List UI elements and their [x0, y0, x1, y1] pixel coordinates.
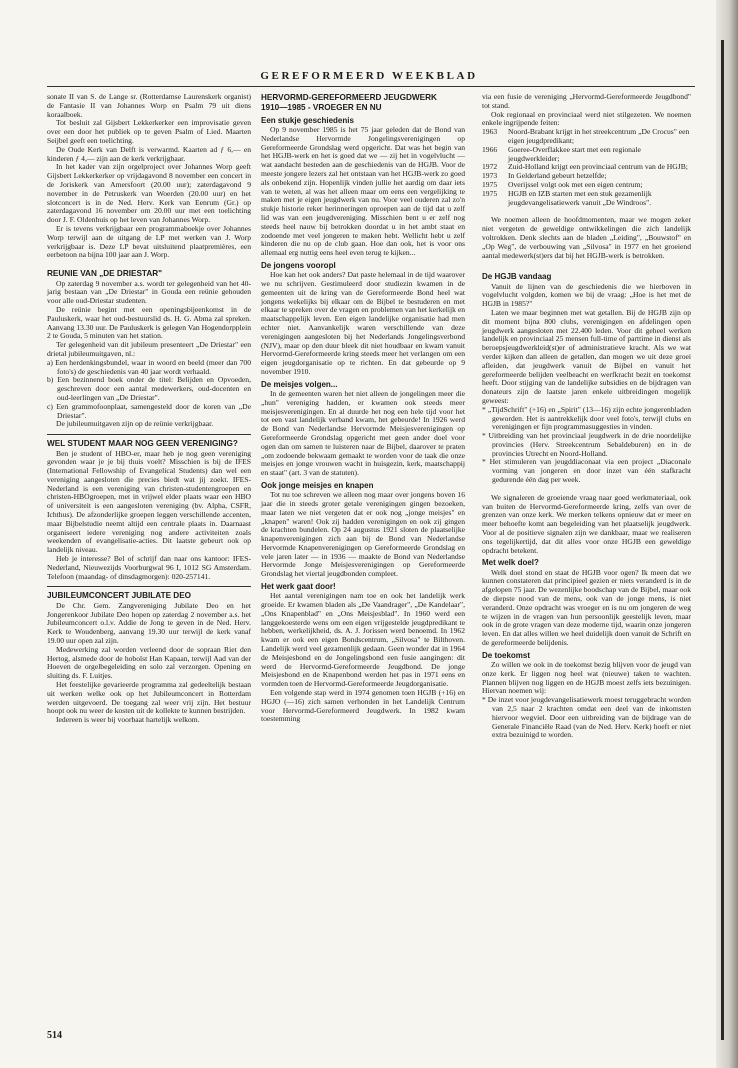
- subheading: De meisjes volgen...: [261, 379, 338, 389]
- bullet-text: Het stimuleren van jeugddiaconaat via een project „Diaconale vorming van jongeren en door inzet van één stafkracht gedurende één dag per week.: [489, 457, 691, 485]
- bullet-item: * De inzet voor jeugdevangelisatiewerk moest teruggebracht worden van 2,5 naar 2 krachten omdat een deel van de inkomsten hiervoor wegviel. Door een uitbreiding van de bijdrage van de Generale Financiële Raad (van de Ned. Herv. Kerk) hoeft er niet extra bezuinigd te worden.: [482, 695, 691, 740]
- paragraph: Het feestelijke gevarieerde programma zal gedeeltelijk bestaan uit werken welke ook op het Jubileumconcert in Rotterdam werden uitgevoerd. De toegang zal weer vrij zijn. Het bestuur hoopt ook nu weer de kosten uit de kollekte te kunnen bestrijden.: [47, 680, 251, 716]
- timeline-year: 1975: [482, 188, 498, 198]
- paragraph: De jubileumuitgaven zijn op de reünie verkrijgbaar.: [56, 419, 214, 429]
- paragraph: De Chr. Gem. Zangvereniging Jubilate Deo en het Jongerenkoor Jubilate Deo hopen op zaterdag 2 november a.s. het Jubileumconcert o.l.v. Addie de Jong te geven in de Ned. Herv. Kerk te Woudenberg, aanvang 19.30 uur terwijl de kerk vanaf 19.00 uur open zal zijn.: [47, 600, 251, 646]
- paragraph: via een fusie de vereniging „Hervormd-Gereformeerde Jeugdbond" tot stand.: [482, 92, 691, 110]
- timeline-year: 1963: [482, 127, 498, 137]
- paragraph: Een volgende stap werd in 1974 genomen toen HGJB (+16) en HGJO (—16) zich samen verhonden in het Landelijk Centrum voor Hervormd-Gereformeerd Jeugdwerk. In 1982 kwam toestemming: [261, 688, 465, 724]
- spacer: [482, 260, 691, 269]
- timeline-year: 1966: [482, 144, 498, 154]
- paragraph: We noemen alleen de hoofdmomenten, maar we mogen zeker niet vergeten de geweldige ontwikkelingen die zich landelijk voltrokken. Denk slechts aan de bladen „Leiding", „Bouwstof" en „Op Weg", de verbouwing van „Silvosa" in 1977 en het groeiend aantal medewerk(st)ers dat bij het HGJB-werk is betrokken.: [482, 215, 691, 260]
- timeline-text: Overijssel volgt ook met een eigen centrum;: [508, 179, 643, 189]
- bullet-item: * Uitbreiding van het provinciaal jeugdwerk in de drie noordelijke provincies (Herv. Streekcentrum Sebaldeburen) en in de provincies Utrecht en Noord-Holland.: [482, 431, 691, 458]
- timeline-item: [482, 190, 691, 208]
- binding-rule: [721, 40, 724, 1040]
- bullet-item: * „TijdSchrift" (+16) en „Spirit" (13—16) zijn echte jongerenbladen geworden. Het is aantrekkelijk door veel foto's, terwijl clubs en verenigingen er fijn programmasuggesties in vinden.: [482, 404, 691, 432]
- bullet-text: Uitbreiding van het provinciaal jeugdwerk in de drie noordelijke provincies (Herv. Streekcentrum Sebaldeburen) en in de provincies Utrecht en Noord-Holland.: [488, 431, 691, 458]
- paragraph: Zo willen we ook in de toekomst bezig blijven voor de jeugd van onze kerk. Er liggen nog heel wat (nieuwe) taken te wachten. Plannen blijven nog liggen en de HGJB moest zelfs iets bezuinigen. Hiervan noemen wij:: [482, 660, 691, 696]
- timeline-year: 1975: [482, 179, 498, 189]
- section-heading-student: WEL STUDENT MAAR NOG GEEN VERENIGING?: [47, 439, 238, 449]
- header-rule: [47, 86, 695, 87]
- paragraph: Tot nu toe schreven we alleen nog maar over jongens boven 16 jaar die in steeds groter getale verenigingen gingen bezoeken, maar laten we niet vergeten dat er ook nog „jonge meisjes" en „knapen" waren! Ook zij hadden verenigingen en ook zij gingen de krachten bundelen. Op 24 augustus 1921 sloten de plaatselijke knapenverenigingen zich aan bij de Bond van Nederlandse Hervormde Knapenverenigingen op Gereformeerde Grondslag en vele jaren later — in 1936 — maakte de Bond van Nederlandse Hervormde Jonge Meisjesverenigingen op Gereformeerde Grondslag het viertal jeugdbonden compleet.: [261, 490, 465, 579]
- paragraph: Op 9 november 1985 is het 75 jaar geleden dat de Bond van Nederlandse Hervormde Jongelingsverenigingen op Gereformeerde Grondslag werd opgericht. Dat was het begin van het HGJB-werk en het is goed dat we — zij het in vogelvlucht — wat aandacht besteden aan de geschiedenis van de HGJB. Voor de meeste jongere lezers zal het ontstaan van het HGJB-werk zo goed als onbekend zijn. Hopenlijk vinden jullie het aardig om daar iets van te weten, al was het alleen maar om eens een vergelijking te maken met je eigen jeugdwerk van nu. Voor veel ouderen zal zo'n stukje historie reker herinneringen oproepen aan de tijd dat u zelf lid was van een jeugdvereniging. Misschien bent u er zelf nog steeds heel nauw bij betrokken doordat u in het ambt staat en zodoende met veel jongeren te maken hebt. Wellicht hebt u zelf kinderen die nu op de club gaan. Hoe dan ook, het is voor ons allemaal erg nuttig eens heel even terug te kijken...: [261, 125, 465, 258]
- timeline-list: [482, 128, 691, 207]
- section-divider: [47, 586, 251, 587]
- paragraph: Laten we maar beginnen met wat getallen. Bij de HGJB zijn op dit moment bijna 800 clubs, verenigingen en afdelingen open jeugdwerk aangesloten met 22.400 leden. Voor dit geheel werken landelijk en provinciaal 25 mensen full-time of parttime in dienst als beroepsjeugdwerkleid(st)er of administratieve kracht. Als we wat verder kijken dan alleen de getallen, dan mogen we uit deze groei afleiden, dat jeugdwerk vanuit de Bijbel en vanuit het gereformeerde belijden veelbeacht en werfkracht bezit en toekomst heeft. Door stijging van de landelijke subsidies en de bijdragen van donateurs zijn de laatste jaren enkele uitbreidingen mogelijk geweest:: [482, 307, 691, 405]
- timeline-text: HGJB en IZB starten met een stuk gezamenlijk jeugdevangelisatiewerk vanuit „De Windroos".: [508, 188, 652, 207]
- paragraph: Hoe kan het ook anders? Dat paste helemaal in de tijd waarover we nu schrijven. Gestimuleerd door studiezin kwamen in de gemeenten uit de kring van de Gereformeerde Bond heel wat jongens wekelijks bij elkaar om de Bijbel te bestuderen en met elkaar te spreken over de vragen en problemen van het kerkelijk en maatschappelijk leven. Een eigen landelijke organisatie had men echter niet. Aanvankelijk waren verschillende van deze verenigingen aangesloten bij het Nederlands Jongelingsverbond (NJV), maar op den duur bleek dit niet houdbaar en kwam vanuit Hervormd-Gereformeerde kring steeds meer het verlangen om een eigen jeugdorganisatie op te richten. En dat gebeurde op 9 november 1910.: [261, 270, 465, 376]
- paragraph: Tot besluit zal Gijsbert Lekkerkerker een improvisatie geven over een door het publiek op te geven Psalm of Lied. Maarten Seijbel geeft een toelichting.: [47, 118, 251, 145]
- timeline-year: 1972: [482, 162, 498, 172]
- timeline-item: [482, 128, 691, 146]
- subheading: Ook jonge meisjes en knapen: [261, 480, 374, 490]
- article-title: HERVORMD-GEREFORMEERD JEUGDWERK: [261, 93, 437, 102]
- list-item: b) Een bezinnend boek onder de titel: Belijden en Opvoeden, geschreven door een aantal medewerkers, oud-docenten en oud-leerlingen van „De Driestar".: [47, 375, 251, 402]
- spacer: [47, 260, 251, 269]
- paragraph: Het aantal verenigingen nam toe en ook het landelijk werk groeide. Er kwamen bladen als „De Vaandrager", „De Kandelaar", „Ons Knapenblad" en „Ons Meisjesblad". In 1960 werd een langgekoesterde wens om een eigen vrijgestelde jeugdpredikant te hebben, werkelijkheid, ds. A. J. Jorissen werd benoemd. In 1962 kwam er ook een eigen Bondscentrum, „Silvosa" te Bilthoven. Landelijk werd veel gezamenlijk gedaan. Geen wonder dat in 1964 de Meisjesbond en de Jongelingsbond een fusie aangingen: dit werd de Hervormd-Gereformeerde Jeugdbond. De jonge Meisjesbond en de Knapenbond werden het pas in 1971 eens en vormden toen de Hervormd-Gereformeerde Jeugdorganisatie.: [261, 591, 465, 689]
- page-edge-shadow: [716, 0, 738, 1068]
- paragraph: sonate II van S. de Lange sr. (Rotterdamse Laurenskerk organist) de Fantasie II van Johannes Worp en Psalm 79 uit diens koraalboek.: [47, 92, 251, 119]
- subheading: Een stukje geschiedenis: [261, 115, 354, 125]
- page-number: 514: [47, 1030, 62, 1041]
- paragraph: Iedereen is weer bij voorbaat hartelijk welkom.: [56, 715, 200, 725]
- subheading: Het werk gaat door!: [261, 582, 336, 592]
- paragraph: We signaleren de groeiende vraag naar goed werkmateriaal, ook van buiten de Hervormd-Gereformeerde kring, zelfs van over de grenzen van onze kerk. We merken telkens opnieuw dat er meer en meer behoefte komt aan begeleiding van het plaatselijk jeugdwerk. Voor al de positieve signalen zijn we dankbaar, maar we realiseren ons tegelijkertijd, dat dit alles voor onze HGJB een geweldige opdracht betekent.: [482, 492, 691, 555]
- paragraph: Welk doel stond en staat de HGJB voor ogen? Ik meen dat we kunnen constateren dat principieel gezien er niets veranderd is in de afgelopen 75 jaar. De wezenlijke boodschap van de Bijbel, maar ook de diepste nood van de mens, ook van de jonge mens, is niet veranderd. Onze opdracht was vroeger en is nu om jongeren de weg te wijzen in de vragen van hun persoonlijk geestelijk leven, maar ook in de grote vragen van deze moderne tijd, waarin onze jongeren leven. En dat alles willen we heel duidelijk doen vanuit de Schrift en de gereformeerde belijdenis.: [482, 567, 691, 648]
- paragraph: Ook regionaal en provinciaal werd niet stilgezeten. We noemen enkele ingrijpende feiten:: [482, 109, 691, 128]
- paragraph: Vanuit de lijnen van de geschiedenis die we hierboven in vogelvlucht volgden, komen we bij de vraag: „Hoe is het met de HGJB in 1985?": [482, 281, 691, 309]
- paragraph: Ter gelegenheid van dit jubileum presenteert „De Driestar" een drietal jubileumuitgaven, nl.:: [47, 340, 251, 358]
- column-1: [47, 93, 251, 725]
- timeline-year: 1973: [482, 171, 498, 181]
- paragraph: Medewerking zal worden verleend door de sopraan Riet den Hertog, alsmede door de hoboïst Han Kapaan, terwijl Aad van der Hoeven de orgelbegeleiding en solo zal verzorgen. Opening en sluiting ds. F. Luitjes.: [47, 644, 251, 681]
- bullet-item: * Het stimuleren van jeugddiaconaat via een project „Diaconale vorming van jongeren en door inzet van één stafkracht gedurende één dag per week.: [482, 457, 691, 485]
- subheading: De toekomst: [482, 650, 531, 660]
- subheading: De HGJB vandaag: [482, 272, 552, 282]
- section-heading-driestar: REUNIE VAN „DE DRIESTAR": [47, 269, 163, 279]
- section-heading-jubileumconcert: JUBILEUMCONCERT JUBILATE DEO: [47, 591, 192, 601]
- paragraph: Heb je interesse? Bel of schrijf dan naar ons kantoor: IFES-Nederland, Nieuwezijds Voorburgwal 96 I, 1012 SG Amsterdam. Telefoon (maandag- of dinsdagmorgen): 020-257141.: [47, 554, 251, 581]
- paragraph: In de gemeenten waren het niet alleen de jongelingen meer die „hun" vereniging hadden, er kwamen ook steeds meer meisjesverenigingen. En al duurde het nog een hele tijd voor het tot een vast landelijk verband kwam, het gebeurde! In 1926 werd de Bond van Nederlandse Hervormde Meisjesverenigingen op Gereformeerde Grondslag opgericht met geen ander doel voor ogen dan om samen te luisteren naar de Bijbel, daarover te praten „om zodoende bekwaam gemaakt te worden voor de taak die onze meisjes en jonge vrouwen wacht in huisgezin, kerk, maatschappij en staat" (art. 3 van de statuten).: [261, 388, 465, 478]
- paragraph: Ben je student of HBO-er, maar heb je nog geen vereniging gevonden waar je je bij thuis voelt? Misschien is bij de IFES (International Fellowship of Evangelical Students) dan wel een vereniging aangesloten die precies biedt wat jij zoekt. IFES-Nederland is een vereniging van christen-studentengroepen en christen-HBOgroepen, met in vrijwel elder plaats waar een HBO of universiteit is een aangesloten vereniging (bv. Alpha, CSFR, Ichthus). De afzonderlijke groepen leggen verschillende accenten, maar Bijbelstudie neemt altijd een centrale plaats in. Daarnaast organiseert iedere vereniging nog andere activiteiten zoals weekenden of evangelisatie-acties. Dit laatste gebeurt ook op landelijk niveau.: [47, 448, 251, 555]
- page-header-title: GEREFORMEERD WEEKBLAD: [260, 70, 478, 82]
- subheading: Met welk doel?: [482, 558, 539, 568]
- list-item: c) Een grammofoonplaat, samengesteld door de koren van „De Driestar".: [47, 401, 251, 420]
- subheading: De jongens vooropl: [261, 260, 336, 270]
- column-2: [261, 93, 465, 724]
- timeline-item: [482, 146, 691, 164]
- paragraph: De Oude Kerk van Delft is verwarmd. Kaarten ad ƒ 6,— en kinderen ƒ 4,— zijn aan de kerk verkrijgbaar.: [47, 144, 251, 163]
- article-subtitle: 1910—1985 - VROEGER EN NU: [261, 103, 382, 113]
- paragraph: De reünie begint met een openingsbijeenkomst in de Pauluskerk, waar het oud-bestuurslid ds. H. G. Abma zal spreken. Aanvang 13.30 uur. De Pauluskerk is gelegen Van Hogendorpplein 2 te Gouda, 5 minuten van het station.: [47, 304, 251, 341]
- bullet-text: De inzet voor jeugdevangelisatiewerk moest teruggebracht worden van 2,5 naar 2 krachten omdat een deel van de inkomsten hiervoor wegviel. Door een uitbreiding van de bijdrage van de Generale Financiële Raad (van de Ned. Herv. Kerk) hoeft er niet extra bezuinigd te worden.: [487, 695, 691, 740]
- bullet-text: „TijdSchrift" (+16) en „Spirit" (13—16) zijn echte jongerenbladen geworden. Het is aantrekkelijk door veel foto's, terwijl clubs en verenigingen er fijn programmasuggesties in vinden.: [487, 404, 691, 432]
- section-divider: [47, 434, 251, 435]
- list-item: a) Een herdenkingsbundel, waar in woord en beeld (meer dan 700 foto's) de geschiedenis van 40 jaar wordt verhaald.: [47, 357, 251, 376]
- timeline-text: Noord-Brabant krijgt in het streekcentrum „De Crocus" een eigen jeugdpredikant;: [508, 127, 690, 145]
- paragraph: Op zaterdag 9 november a.s. wordt ter gelegenheid van het 40-jarig bestaan van „De Driestar" in Gouda een reünie gehouden voor alle oud-Driestar studenten.: [47, 278, 251, 306]
- paragraph: Er is tevens verkrijgbaar een programmaboekje over Johannes Worp terwijl aan de uitgang de LP met werken van J. Worp verkrijgbaar is. Deze LP bevat uitsluitend plaatpremières, een eerbetoon na bijna 100 jaar aan J. Worp.: [47, 223, 251, 260]
- timeline-text: In Gelderland gebeurt hetzelfde;: [508, 171, 607, 181]
- timeline-text: Goeree-Overflakkee start met een regionale jeugdwerkleider;: [508, 144, 641, 163]
- paragraph: In het kader van zijn orgelproject over Johannes Worp geeft Gijsbert Lekkerkerker op vrijdagavond 8 november een concert in de Joriskerk van Amersfoort (20.00 uur); zaterdagavond 9 november in de Petruskerk van Woerden (20.00 uur) en het slotconcert is in de Ned. Herv. Kerk van Eenrum (Gr.) op zaterdagavond 16 november om 20.00 uur met een toelichting door J. F. Oldenhuis op het leven van Johannes Worp.: [47, 162, 251, 225]
- column-3: [482, 93, 691, 740]
- timeline-text: Zuid-Holland krijgt een provinciaal centrum van de HGJB;: [508, 162, 688, 172]
